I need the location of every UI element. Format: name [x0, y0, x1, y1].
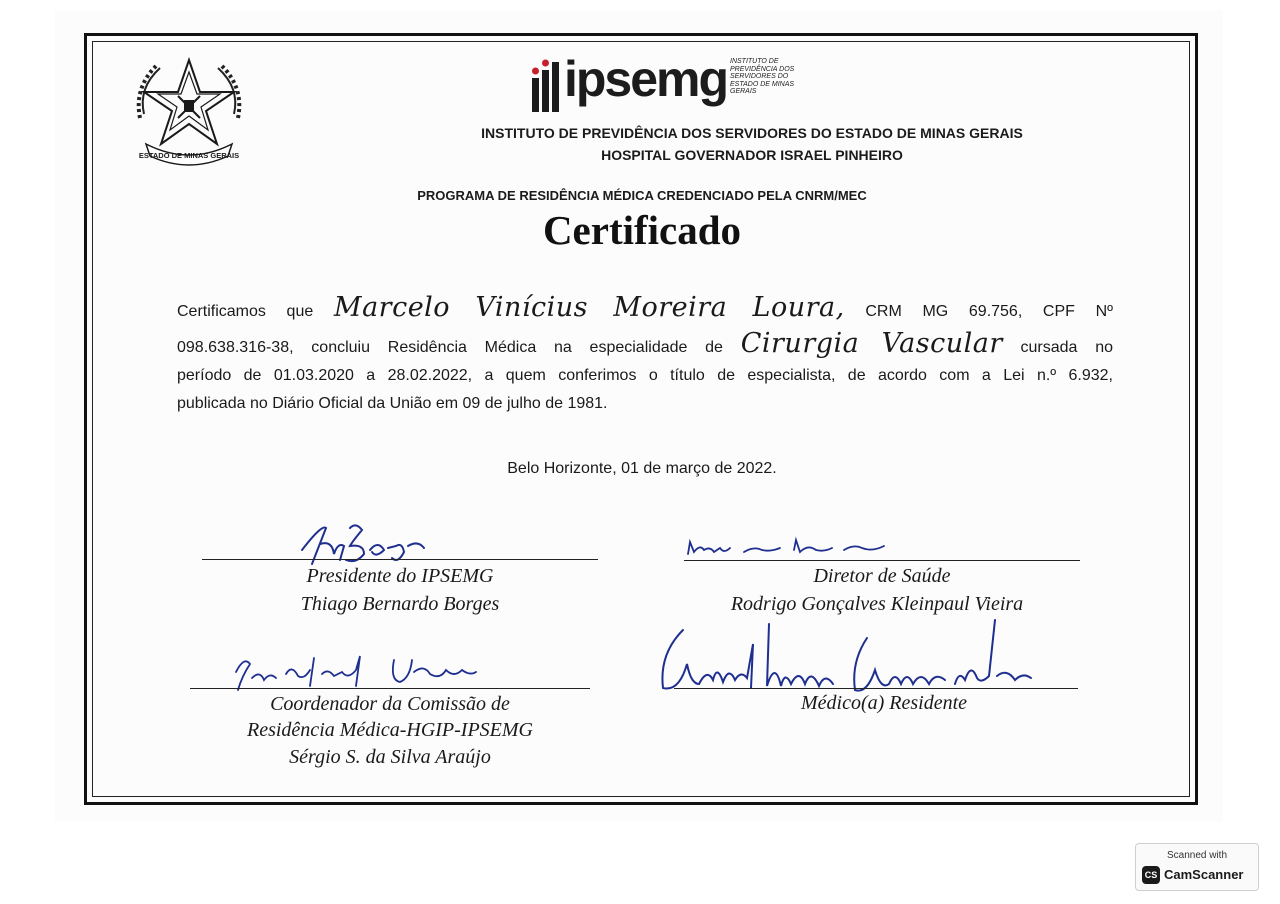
director-signature-line	[684, 560, 1080, 561]
coordinator-signature-icon	[230, 650, 480, 696]
director-name: Rodrigo Gonçalves Kleinpaul Vieira	[730, 593, 1024, 615]
camscanner-caption: Scanned with	[1166, 850, 1228, 861]
ipsemg-logo	[530, 51, 795, 122]
resident-signature-line	[674, 688, 1078, 689]
certificate-title: Certificado	[542, 207, 742, 253]
place-and-date: Belo Horizonte, 01 de março de 2022.	[507, 460, 777, 477]
resident-signature-icon	[655, 614, 1040, 698]
director-role: Diretor de Saúde	[813, 565, 951, 587]
body-cpf-text: 098.638.316-38, concluiu Residência Médica na especialidade de	[177, 339, 723, 356]
body-crm-cpf-label: CRM MG 69.756, CPF Nº	[865, 303, 1113, 320]
certificate-body	[177, 290, 1113, 418]
president-signature-icon	[292, 520, 432, 568]
body-line-2	[177, 326, 1113, 362]
program-heading: PROGRAMA DE RESIDÊNCIA MÉDICA CREDENCIADO PELA CNRM/MEC	[417, 188, 867, 203]
camscanner-badge	[1135, 843, 1259, 891]
body-line-1	[177, 290, 1113, 326]
seal-ribbon-text: ESTADO DE MINAS GERAIS	[138, 151, 240, 160]
coordinator-name: Sérgio S. da Silva Araújo	[289, 746, 491, 768]
president-signature-line	[202, 559, 598, 560]
coordinator-role-line2: Residência Médica-HGIP-IPSEMG	[247, 719, 533, 741]
coordinator-signature-line	[190, 688, 590, 689]
camscanner-logo-icon: CS	[1142, 866, 1160, 884]
resident-name: Marcelo Vinícius Moreira Loura,	[333, 292, 845, 323]
president-role: Presidente do IPSEMG	[306, 565, 494, 587]
coordinator-role-line1: Coordenador da Comissão de	[270, 693, 510, 715]
ipsemg-wordmark: ipsemg	[564, 51, 728, 107]
president-name: Thiago Bernardo Borges	[300, 593, 500, 615]
ipsemg-tagline: INSTITUTO DE PREVIDÊNCIA DOS SERVIDORES DO ESTADO DE MINAS GERAIS	[730, 58, 795, 95]
camscanner-name: CamScanner	[1164, 867, 1244, 882]
hospital-heading: HOSPITAL GOVERNADOR ISRAEL PINHEIRO	[601, 147, 903, 163]
resident-role: Médico(a) Residente	[800, 692, 968, 714]
body-period: período de 01.03.2020 a 28.02.2022, a quem conferimos o título de especialista, de acordo com a Lei n.º 6.932,	[177, 367, 1113, 384]
body-after-specialty: cursada no	[1020, 339, 1114, 356]
institution-heading: INSTITUTO DE PREVIDÊNCIA DOS SERVIDORES DO ESTADO DE MINAS GERAIS	[481, 125, 1023, 141]
body-publication: publicada no Diário Oficial da União em 09 de julho de 1981.	[177, 395, 608, 412]
director-signature-icon	[684, 536, 894, 560]
body-intro: Certificamos que	[177, 303, 314, 320]
ipsemg-logo-mark-icon	[530, 56, 566, 116]
specialty-name: Cirurgia Vascular	[740, 328, 1003, 359]
